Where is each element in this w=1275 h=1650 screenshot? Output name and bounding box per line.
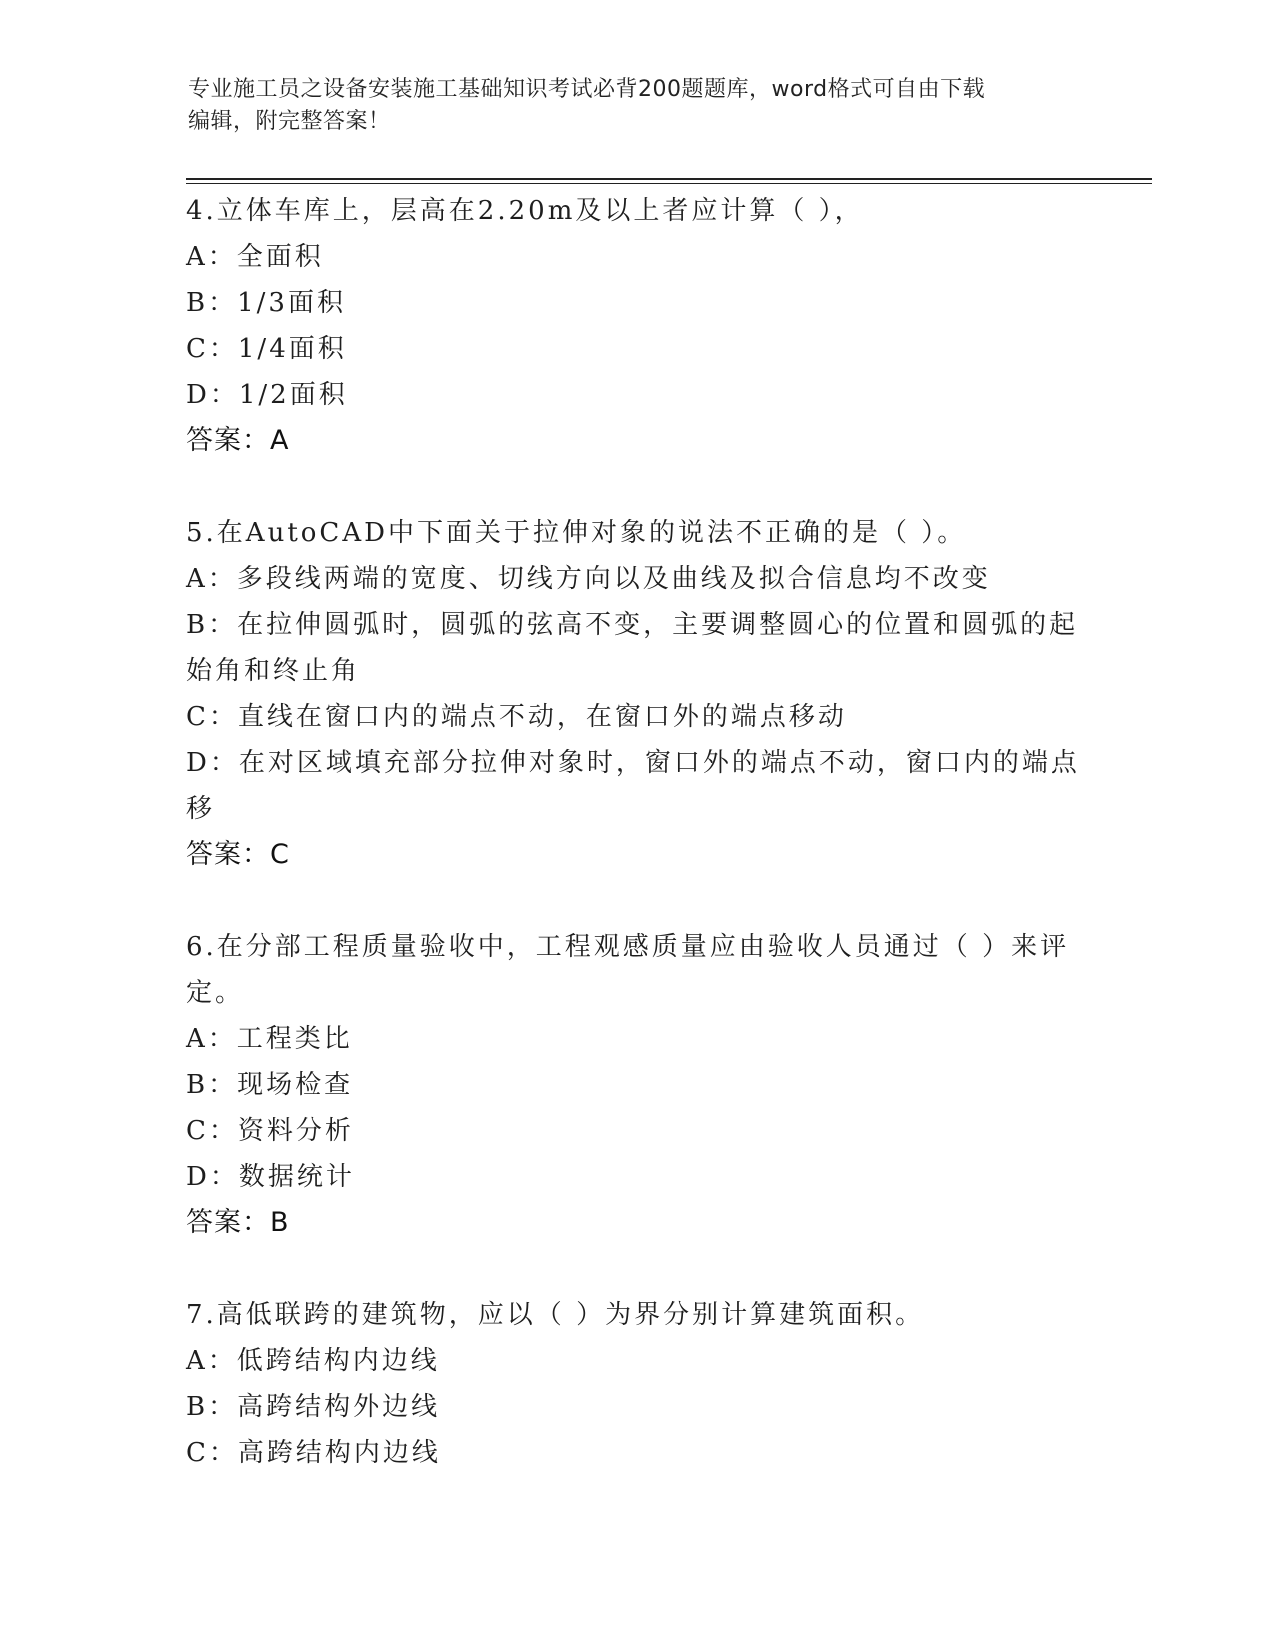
answer-label: 答案：B <box>186 1207 290 1238</box>
option-d: D：数据统计 <box>186 1162 355 1192</box>
spacer <box>186 464 1086 510</box>
answer-label: 答案：C <box>186 839 290 870</box>
question-block <box>186 510 1086 878</box>
header-line-1: 专业施工员之设备安装施工基础知识考试必背200题题库，word格式可自由下载 <box>188 77 986 102</box>
question-block <box>186 188 1086 464</box>
spacer <box>186 878 1086 924</box>
option-b-continued: 始角和终止角 <box>186 656 361 686</box>
question-stem: 4.立体车库上，层高在2.20m及以上者应计算（ ）， <box>186 196 864 226</box>
header-line-2: 编辑，附完整答案！ <box>188 109 391 134</box>
document-header <box>188 74 1088 138</box>
header-rule-thick <box>186 178 1152 180</box>
option-a: A：工程类比 <box>186 1024 353 1054</box>
option-d: D：在对区域填充部分拉伸对象时，窗口外的端点不动，窗口内的端点 <box>186 748 1080 778</box>
question-block <box>186 924 1086 1246</box>
question-block <box>186 1292 1086 1476</box>
question-stem: 7.高低联跨的建筑物，应以（ ）为界分别计算建筑面积。 <box>186 1300 925 1330</box>
option-c: C：直线在窗口内的端点不动，在窗口外的端点移动 <box>186 702 847 732</box>
option-c: C：高跨结构内边线 <box>186 1438 441 1468</box>
option-b: B：在拉伸圆弧时，圆弧的弦高不变，主要调整圆心的位置和圆弧的起 <box>186 610 1079 640</box>
question-list <box>186 188 1086 1476</box>
option-c: C：1/4面积 <box>186 334 347 364</box>
option-c: C：资料分析 <box>186 1116 354 1146</box>
question-stem: 6.在分部工程质量验收中，工程观感质量应由验收人员通过（ ）来评 <box>186 932 1070 962</box>
question-stem: 5.在AutoCAD中下面关于拉伸对象的说法不正确的是（ ）。 <box>186 518 967 548</box>
question-stem-continued: 定。 <box>186 978 245 1008</box>
option-a: A：多段线两端的宽度、切线方向以及曲线及拟合信息均不改变 <box>186 564 991 594</box>
option-d: D：1/2面积 <box>186 380 348 410</box>
answer-label: 答案：A <box>186 425 290 456</box>
option-b: B：1/3面积 <box>186 288 346 318</box>
option-b: B：现场检查 <box>186 1070 354 1100</box>
spacer <box>186 1246 1086 1292</box>
option-b: B：高跨结构外边线 <box>186 1392 441 1422</box>
header-rule-thin <box>186 183 1152 184</box>
option-d-continued: 移 <box>186 794 216 824</box>
option-a: A：低跨结构内边线 <box>186 1346 440 1376</box>
option-a: A：全面积 <box>186 242 324 272</box>
